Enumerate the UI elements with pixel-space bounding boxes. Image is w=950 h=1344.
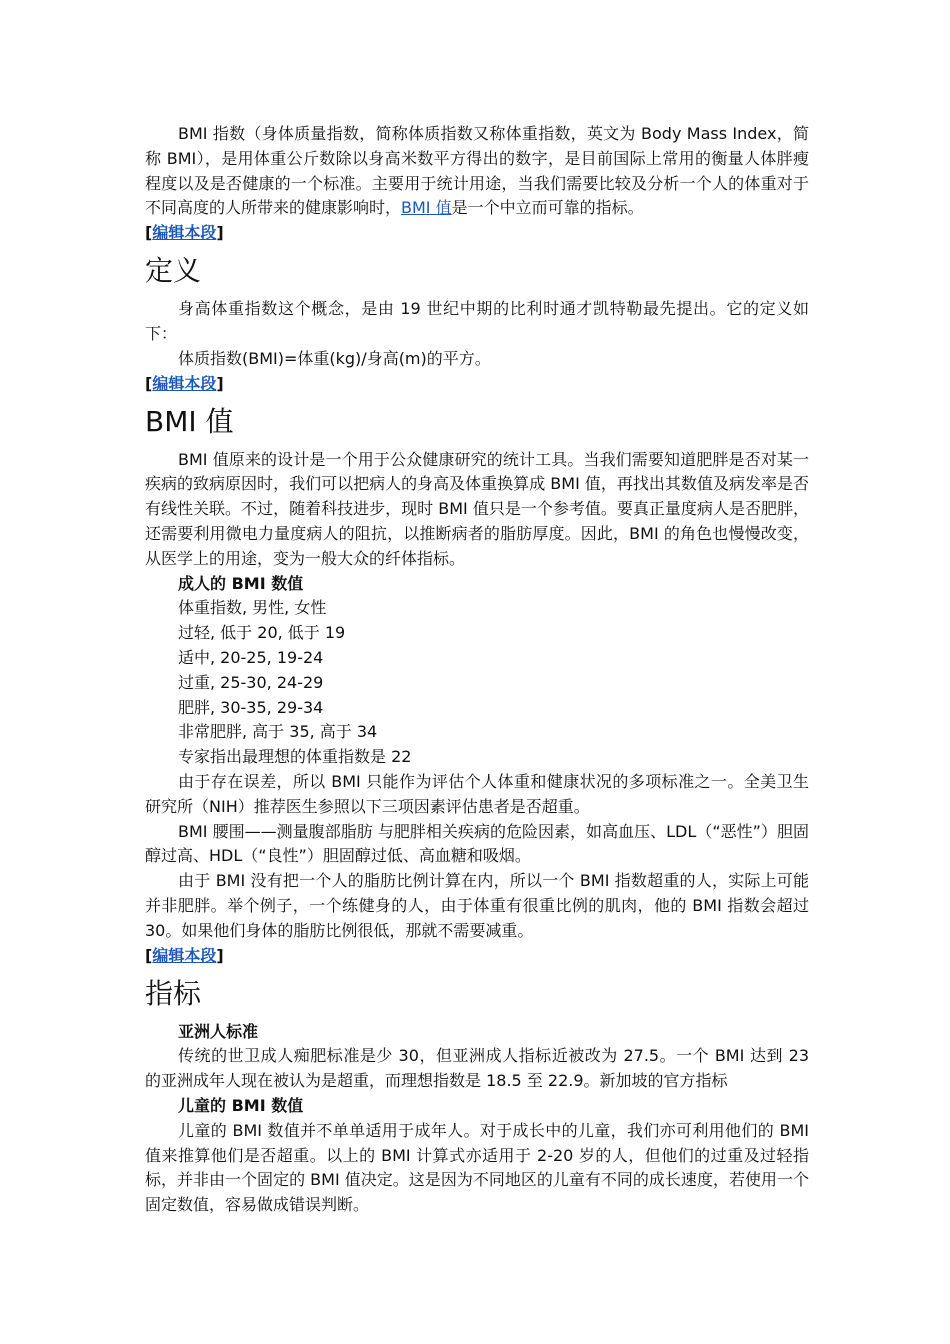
bmi-value-link[interactable]: BMI 值 xyxy=(401,198,452,218)
indicator-heading: 指标 xyxy=(145,976,202,1010)
definition-paragraph-1: 身高体重指数这个概念，是由 19 世纪中期的比利时通才凯特勒最先提出。它的定义如下： xyxy=(145,299,809,343)
bmi-value-heading: BMI 值 xyxy=(145,404,234,438)
adult-bmi-row: 体重指数, 男性, 女性 xyxy=(178,598,327,618)
child-bmi-subheading: 儿童的 BMI 数值 xyxy=(178,1095,304,1115)
intro-text-end: 是一个中立而可靠的指标。 xyxy=(451,198,644,218)
adult-bmi-subheading: 成人的 BMI 数值 xyxy=(178,573,304,593)
edit-section-link[interactable]: 编辑本段 xyxy=(152,373,217,393)
edit-section-2: [编辑本段] xyxy=(145,373,224,393)
adult-bmi-row: 非常肥胖, 高于 35, 高于 34 xyxy=(178,722,378,742)
adult-bmi-row: 过重, 25-30, 24-29 xyxy=(178,672,324,692)
asia-standard-paragraph: 传统的世卫成人痴肥标准是少 30，但亚洲成人指标近被改为 27.5。一个 BMI 达到 23 的亚洲成年人现在被认为是超重，而理想指数是 18.5 至 22.9。新加坡的官方指标 xyxy=(145,1046,809,1091)
intro-text: BMI 指数（身体质量指数，简称体质指数又称体重指数，英文为 Body Mass Index，简称 BMI），是用体重公斤数除以身高米数平方得出的数字，是目前国际上常用的衡量人体胖瘦程度以及是否健康的一个标准。主要用于统计用途，当我们需要比较及分析一个人的体重对于不同高度的人所带来的健康影响时， xyxy=(145,124,809,218)
definition-heading: 定义 xyxy=(145,254,202,288)
definition-formula: 体质指数(BMI)=体重(kg)/身高(m)的平方。 xyxy=(178,348,491,368)
intro-paragraph xyxy=(145,122,809,221)
adult-bmi-row: 过轻, 低于 20, 低于 19 xyxy=(178,623,346,643)
bmi-value-paragraph-3: BMI 腰围——测量腹部脂肪 与肥胖相关疾病的危险因素，如高血压、LDL（“恶性”）胆固醇过高、HDL（“良性”）胆固醇过低、高血糖和吸烟。 xyxy=(145,821,809,866)
asia-standard-subheading: 亚洲人标准 xyxy=(178,1021,259,1041)
adult-bmi-row: 肥胖, 30-35, 29-34 xyxy=(178,697,324,717)
bmi-value-paragraph-1: BMI 值原来的设计是一个用于公众健康研究的统计工具。当我们需要知道肥胖是否对某一疾病的致病原因时，我们可以把病人的身高及体重换算成 BMI 值，再找出其数值及病发率是否有线性关联。不过，随着科技进步，现时 BMI 值只是一个参考值。要真正量度病人是否肥胖，还需要利用微电力量度病人的阻抗，以推断病者的脂肪厚度。因此，BMI 的角色也慢慢改变，从医学上的用途，变为一般大众的纤体指标。 xyxy=(145,449,809,568)
child-bmi-paragraph: 儿童的 BMI 数值并不单单适用于成年人。对于成长中的儿童，我们亦可利用他们的 BMI 值来推算他们是否超重。以上的 BMI 计算式亦适用于 2-20 岁的人，但他们的过重及过轻指标，并非由一个固定的 BMI 值决定。这是因为不同地区的儿童有不同的成长速度，若使用一个固定数值，容易做成错误判断。 xyxy=(145,1120,809,1215)
document-page xyxy=(145,122,809,1218)
edit-section-link[interactable]: 编辑本段 xyxy=(152,223,217,243)
adult-bmi-row: 适中, 20-25, 19-24 xyxy=(178,647,324,667)
edit-section-1: [编辑本段] xyxy=(145,223,224,243)
adult-bmi-row: 专家指出最理想的体重指数是 22 xyxy=(178,747,412,767)
bmi-value-paragraph-2: 由于存在误差，所以 BMI 只能作为评估个人体重和健康状况的多项标准之一。全美卫生研究所（NIH）推荐医生参照以下三项因素评估患者是否超重。 xyxy=(145,771,809,816)
edit-section-3: [编辑本段] xyxy=(145,945,224,965)
bmi-value-paragraph-4: 由于 BMI 没有把一个人的脂肪比例计算在内，所以一个 BMI 指数超重的人，实际上可能并非肥胖。举个例子，一个练健身的人，由于体重有很重比例的肌肉，他的 BMI 指数会超过 30。如果他们身体的脂肪比例很低，那就不需要减重。 xyxy=(145,871,809,940)
edit-section-link[interactable]: 编辑本段 xyxy=(152,945,217,965)
